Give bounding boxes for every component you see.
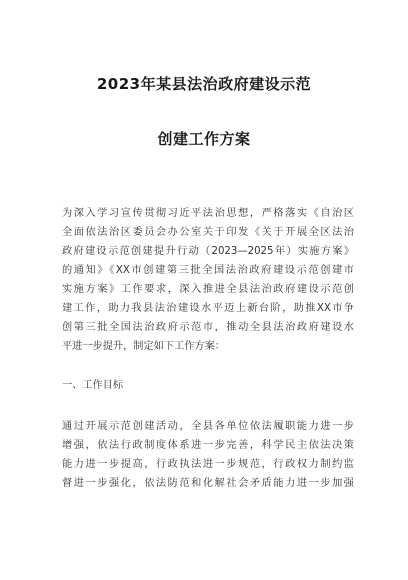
intro-line: 实施方案》工作要求，深入推进全县法治政府建设示范创	[62, 284, 354, 295]
intro-line: 全面依法治区委员会办公室关于印发《关于开展全区法治	[62, 227, 354, 238]
intro-line: 建工作，助力我县法治建设水平迈上新台阶，助推XX市争	[62, 303, 354, 314]
intro-line: 政府建设示范创建提升行动（2023—2025年）实施方案》	[62, 246, 354, 257]
goals-line: 通过开展示范创建活动，全县各单位依法履职能力进一步	[62, 421, 354, 432]
document-title-line-1: 2023年某县法治政府建设示范	[96, 75, 312, 93]
intro-line: 平进一步提升，制定如下工作方案：	[62, 341, 225, 352]
goals-line: 督进一步强化，依法防范和化解社会矛盾能力进一步加强	[62, 478, 354, 489]
intro-line: 创第三批全国法治政府示范市，推动全县法治政府建设水	[62, 322, 354, 333]
intro-line: 为深入学习宣传贯彻习近平法治思想，严格落实《自治区	[62, 208, 354, 219]
goals-line: 增强，依法行政制度体系进一步完善，科学民主依法决策	[62, 440, 354, 451]
goals-line: 能力进一步提高，行政执法进一步规范，行政权力制约监	[62, 459, 354, 470]
document-title-line-2: 创建工作方案	[157, 130, 251, 148]
intro-line: 的通知》《XX市创建第三批全国法治政府建设示范创建市	[62, 265, 354, 276]
section-heading-goals: 一、工作目标	[62, 380, 124, 391]
